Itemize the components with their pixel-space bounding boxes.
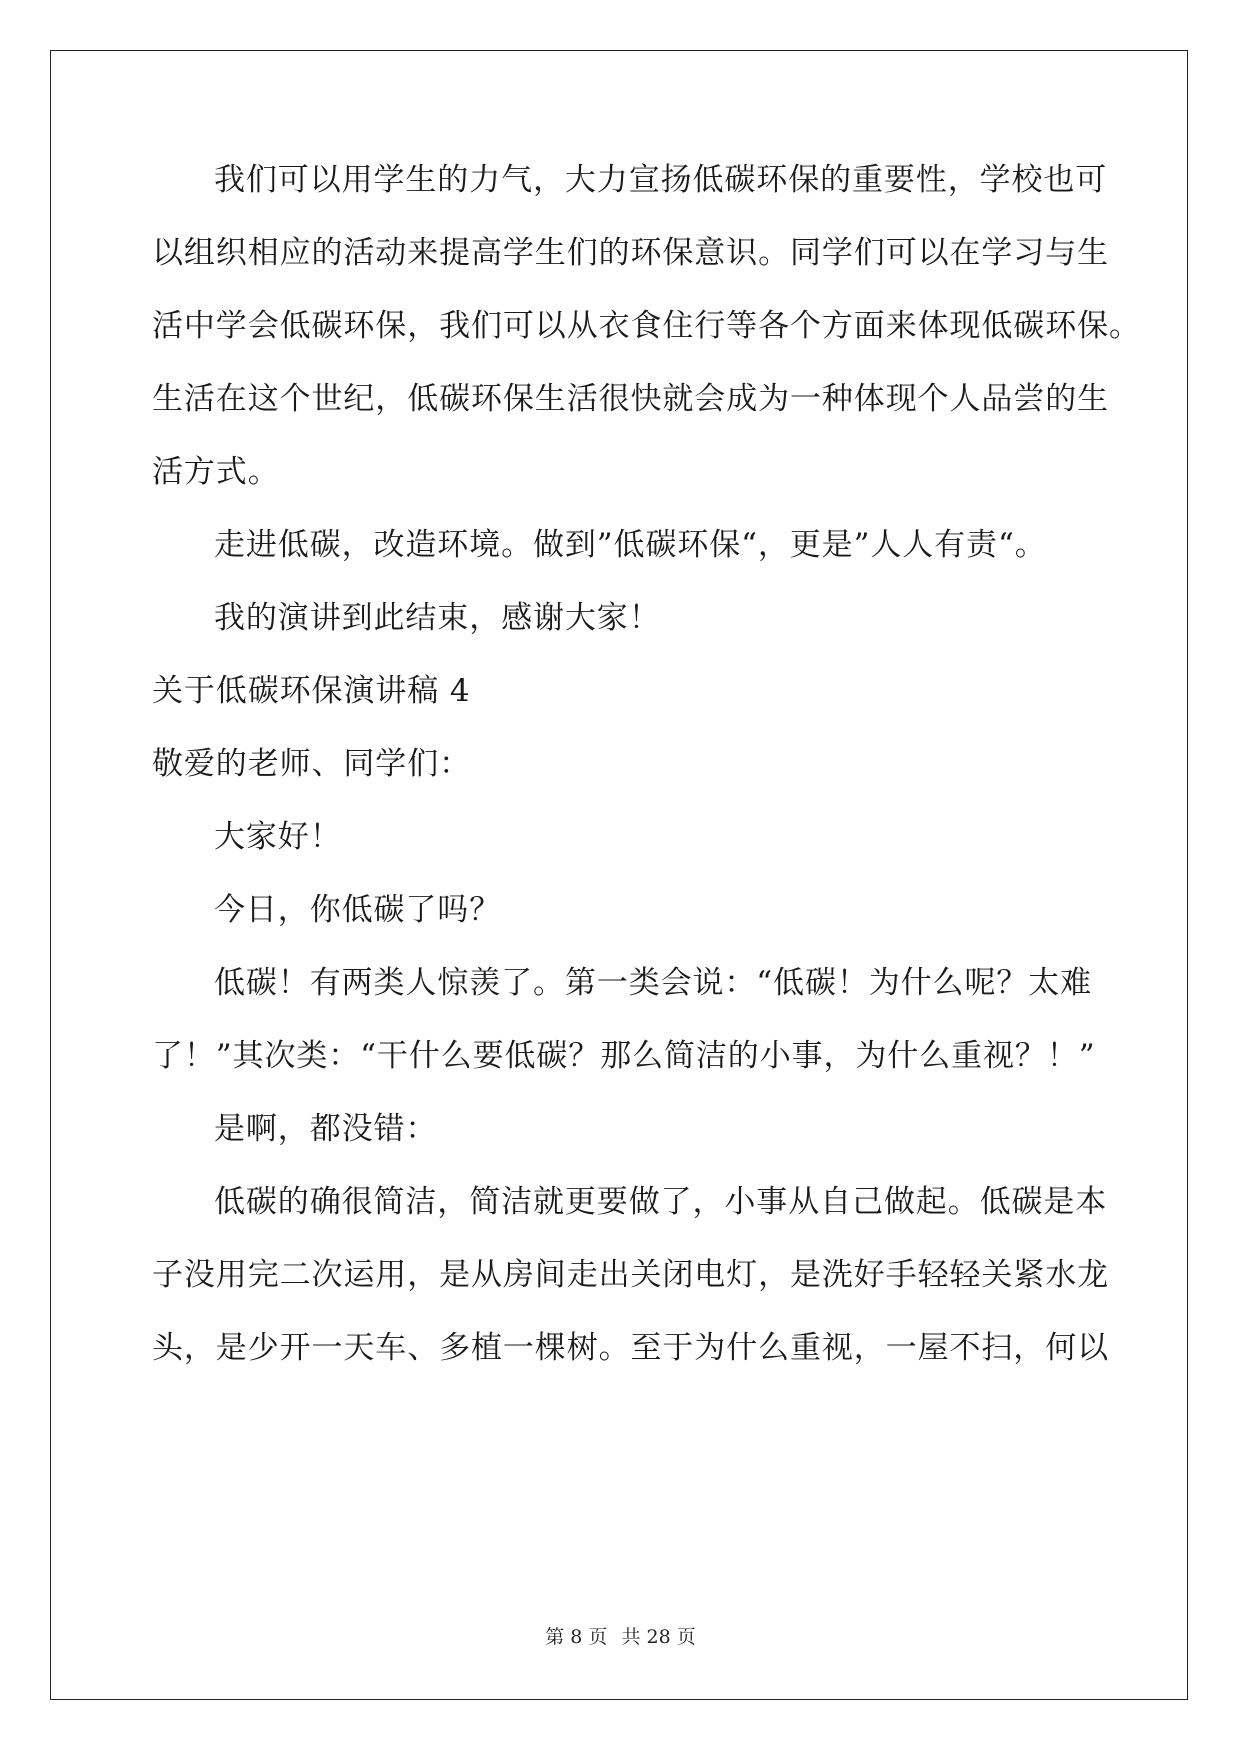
paragraph-line: 我们可以用学生的力气，大力宣扬低碳环保的重要性，学校也可 [214,162,1108,198]
paragraph-line: 是啊，都没错： [214,1111,438,1147]
page-number: 第 8 页 [545,1626,608,1648]
paragraph-line: 以组织相应的活动来提高学生们的环保意识。同学们可以在学习与生 [152,235,1109,271]
paragraph-line: 走进低碳，改造环境。做到”低碳环保“，更是”人人有责“。 [214,527,1047,563]
paragraph-line: 子没用完二次运用，是从房间走出关闭电灯，是洗好手轻轻关紧水龙 [152,1257,1109,1293]
page-border [50,50,1188,1700]
greeting: 大家好！ [214,819,342,855]
section-heading: 关于低碳环保演讲稿 4 [152,673,471,709]
page-footer [0,1622,1241,1649]
paragraph-line: 生活在这个世纪，低碳环保生活很快就会成为一种体现个人品尝的生 [152,381,1109,417]
salutation: 敬爱的老师、同学们： [152,746,471,782]
paragraph-line: 头，是少开一天车、多植一棵树。至于为什么重视，一屋不扫，何以 [152,1330,1109,1366]
total-pages: 共 28 页 [621,1626,696,1648]
paragraph-line: 低碳的确很简洁，简洁就更要做了，小事从自己做起。低碳是本 [214,1184,1108,1220]
paragraph-line: 活中学会低碳环保，我们可以从衣食住行等各个方面来体现低碳环保。 [152,308,1141,344]
paragraph-line: 低碳！有两类人惊羡了。第一类会说：“低碳！为什么呢？太难 [214,965,1093,1001]
paragraph-line: 了！”其次类：“干什么要低碳？那么简洁的小事，为什么重视？！” [152,1038,1096,1074]
paragraph-line: 今日，你低碳了吗？ [214,892,502,928]
paragraph-line: 活方式。 [152,454,280,490]
paragraph-line: 我的演讲到此结束，感谢大家！ [214,600,661,636]
